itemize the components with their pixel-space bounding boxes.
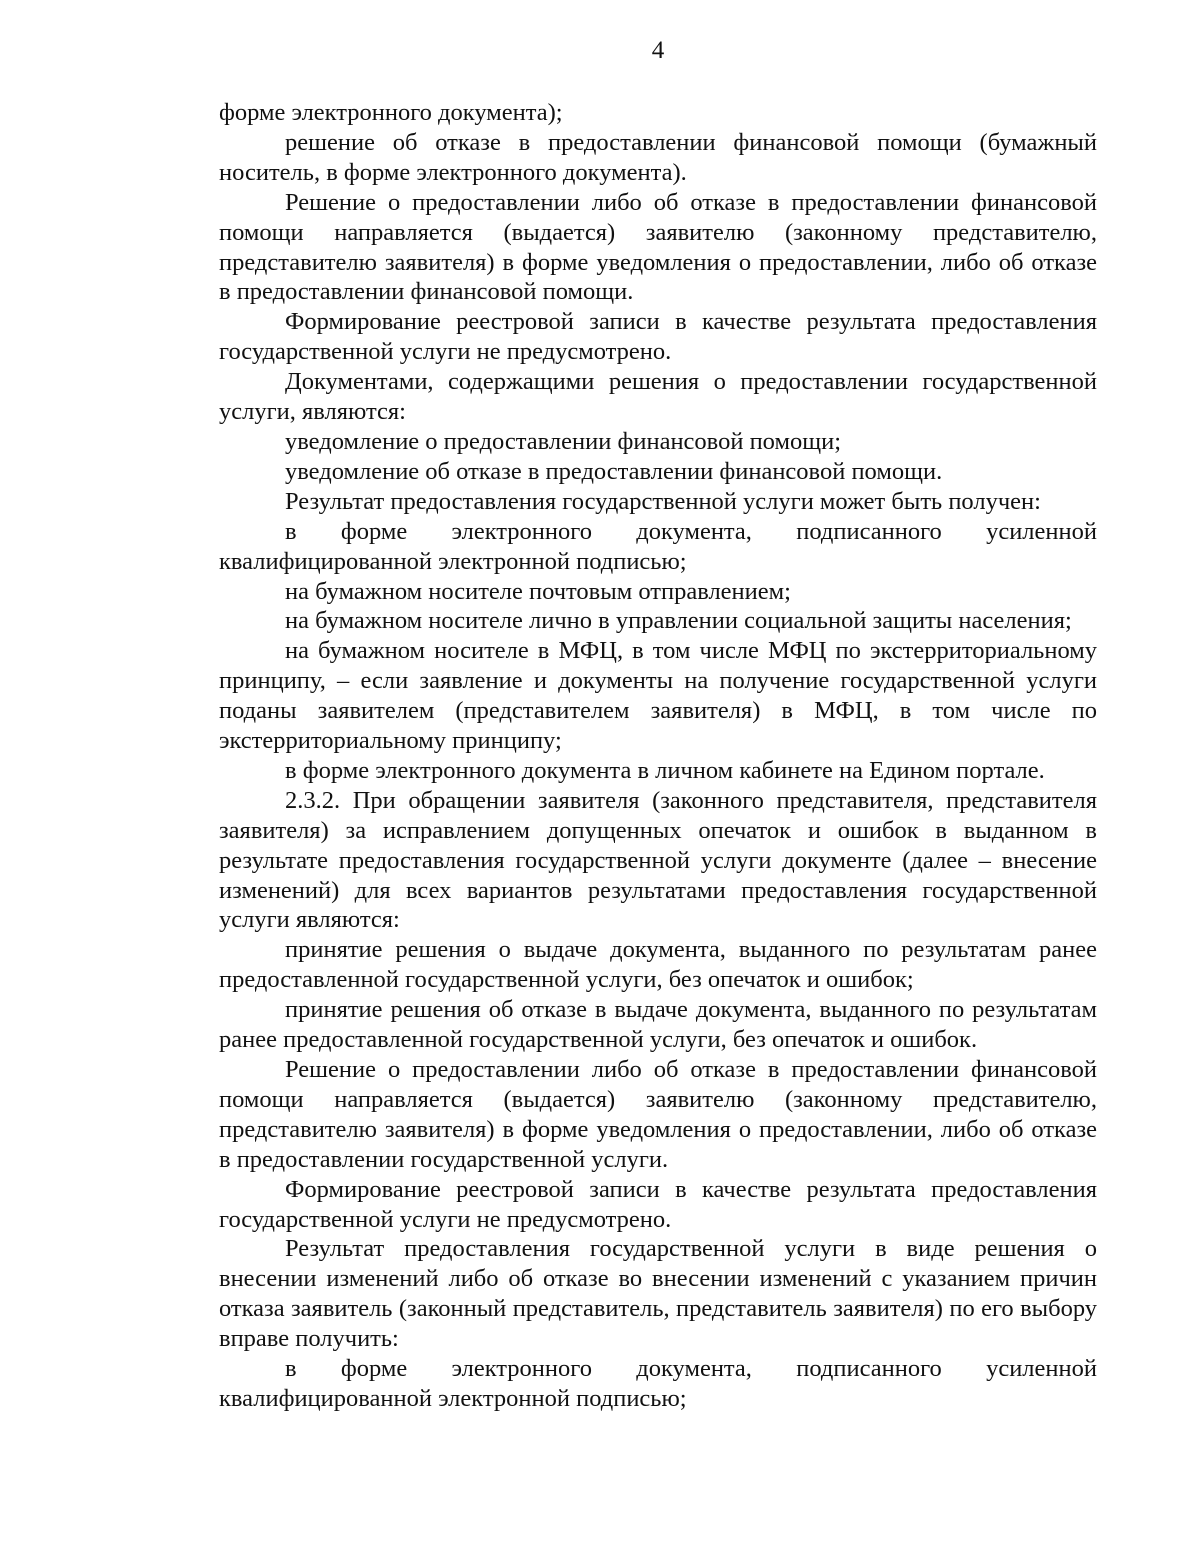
- paragraph: решение об отказе в предоставлении финансовой помощи (бумажный носитель, в форме электронного документа).: [219, 128, 1097, 186]
- paragraph: в форме электронного документа, подписанного усиленной квалифицированной электронной подписью;: [219, 517, 1097, 575]
- paragraph: Результат предоставления государственной услуги может быть получен:: [285, 487, 1041, 515]
- paragraph: на бумажном носителе в МФЦ, в том числе МФЦ по экстерриториальному принципу, – если заявление и документы на получение государственной услуги поданы заявителем (представителем заявителя) в МФЦ, в том числе по экстерриториальному принципу;: [219, 637, 1097, 755]
- paragraph: Решение о предоставлении либо об отказе в предоставлении финансовой помощи направляется (выдается) заявителю (законному представителю, представителю заявителя) в форме уведомления о предоставлении, либо об отказе в предоставлении финансовой помощи.: [219, 188, 1097, 306]
- paragraph: 2.3.2. При обращении заявителя (законного представителя, представителя заявителя) за исправлением допущенных опечаток и ошибок в выданном в результате предоставления государственной услуги документе (далее – внесение изменений) для всех вариантов результатами предоставления государственной услуги являются:: [219, 786, 1097, 934]
- paragraph: уведомление об отказе в предоставлении финансовой помощи.: [285, 457, 943, 485]
- paragraph: Решение о предоставлении либо об отказе в предоставлении финансовой помощи направляется (выдается) заявителю (законному представителю, представителю заявителя) в форме уведомления о предоставлении, либо об отказе в предоставлении государственной услуги.: [219, 1056, 1097, 1173]
- paragraph: на бумажном носителе лично в управлении социальной защиты населения;: [285, 607, 1072, 635]
- document-body: [219, 98, 1097, 1414]
- paragraph: форме электронного документа);: [219, 99, 563, 126]
- paragraph: принятие решения об отказе в выдаче документа, выданного по результатам ранее предоставленной государственной услуги, без опечаток и ошибок.: [219, 996, 1097, 1054]
- paragraph: Документами, содержащими решения о предоставлении государственной услуги, являются:: [219, 368, 1097, 426]
- page-number: 4: [651, 37, 665, 64]
- paragraph: в форме электронного документа в личном кабинете на Едином портале.: [285, 756, 1045, 784]
- paragraph: на бумажном носителе почтовым отправлением;: [285, 577, 791, 605]
- paragraph: Формирование реестровой записи в качестве результата предоставления государственной услуги не предусмотрено.: [219, 1175, 1097, 1233]
- paragraph: Формирование реестровой записи в качестве результата предоставления государственной услуги не предусмотрено.: [219, 308, 1097, 366]
- paragraph: принятие решения о выдаче документа, выданного по результатам ранее предоставленной государственной услуги, без опечаток и ошибок;: [219, 936, 1097, 994]
- paragraph: уведомление о предоставлении финансовой помощи;: [285, 427, 841, 455]
- paragraph: в форме электронного документа, подписанного усиленной квалифицированной электронной подписью;: [219, 1355, 1097, 1412]
- paragraph: Результат предоставления государственной услуги в виде решения о внесении изменений либо об отказе во внесении изменений с указанием причин отказа заявитель (законный представитель, представитель заявителя) по его выбору вправе получить:: [219, 1235, 1097, 1353]
